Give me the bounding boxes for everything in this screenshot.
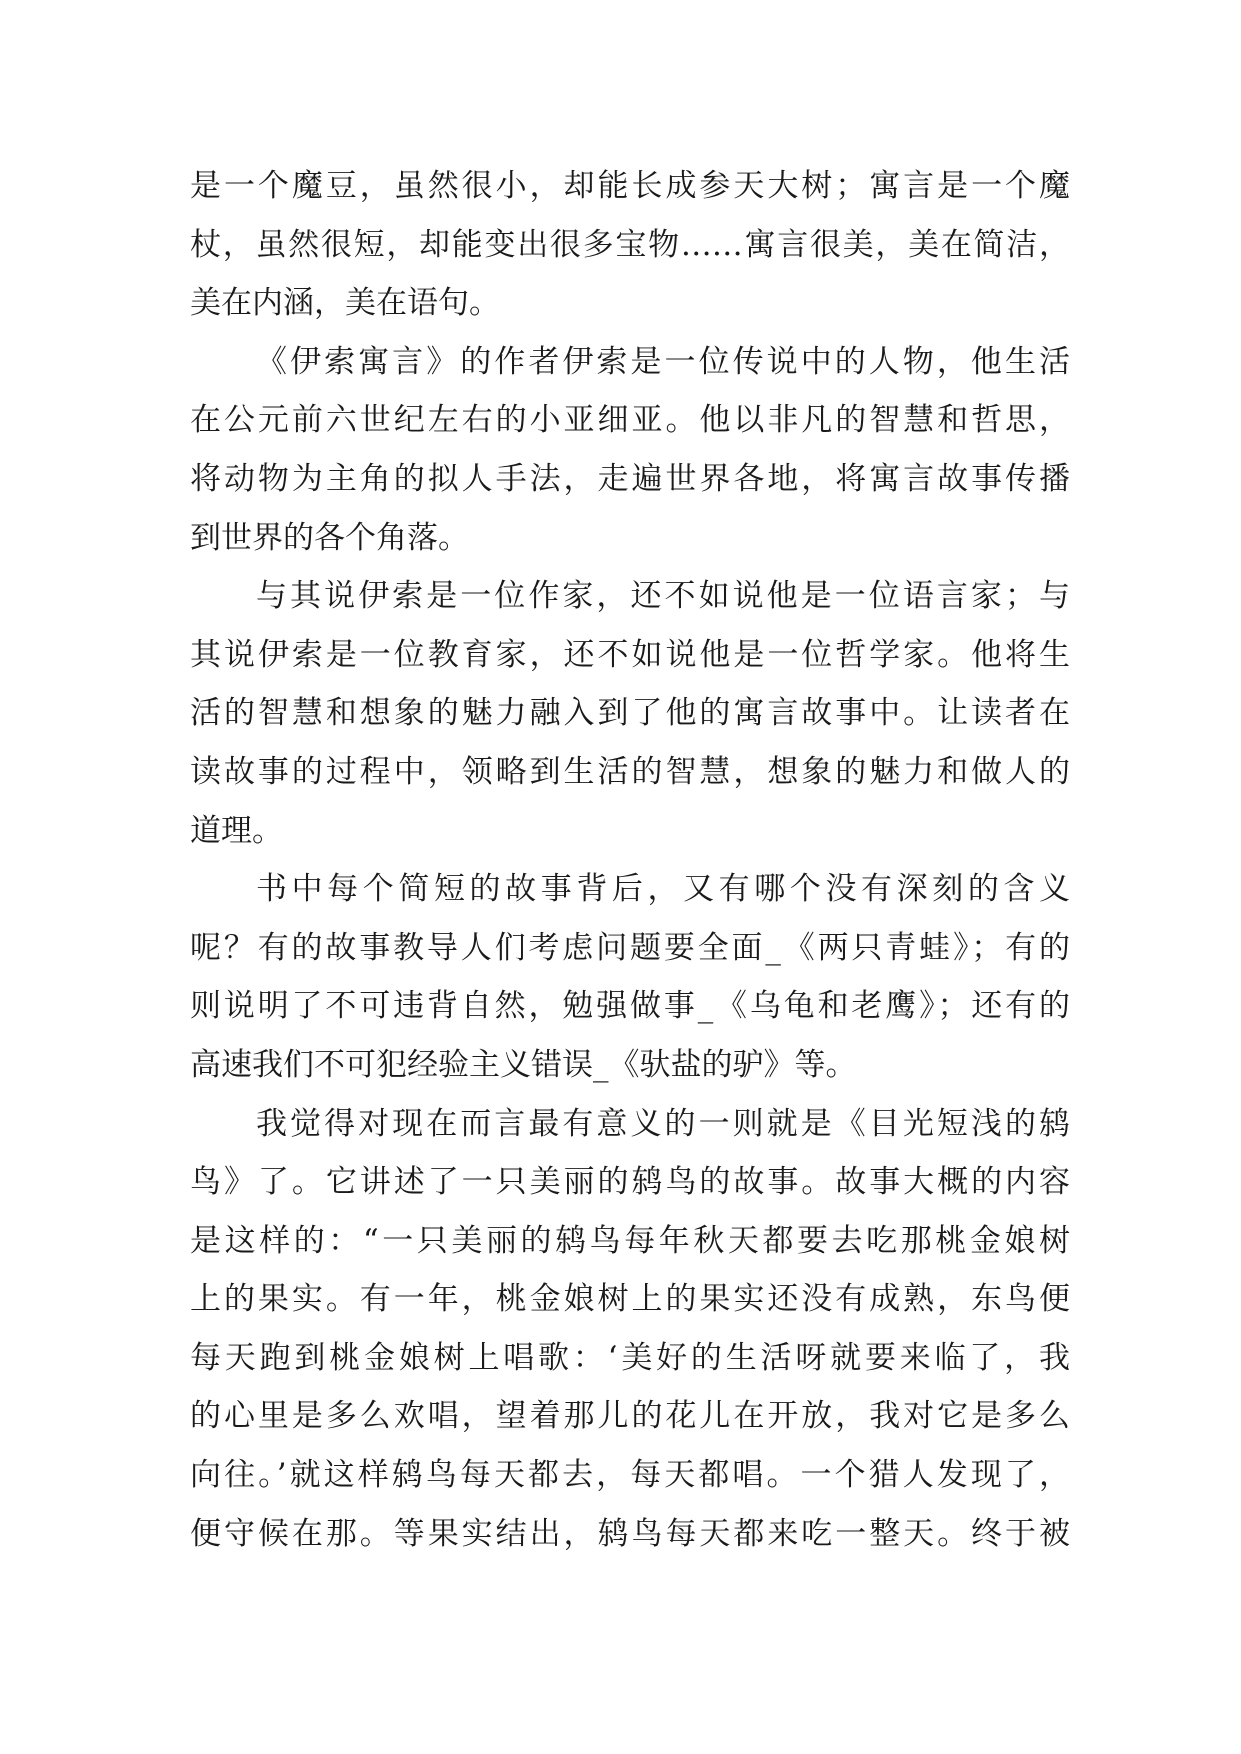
text-line: 上的果实。有一年，桃金娘树上的果实还没有成熟，东鸟便: [190, 1281, 1070, 1318]
text-line: 道理。: [190, 812, 283, 849]
text-line: 我觉得对现在而言最有意义的一则就是《目光短浅的鸫: [256, 1105, 1070, 1142]
text-line: 则说明了不可违背自然，勉强做事_《乌龟和老鹰》；还有的: [190, 988, 1070, 1025]
paragraph: [190, 157, 1070, 333]
text-line: 读故事的过程中，领略到生活的智慧，想象的魅力和做人的: [190, 753, 1070, 790]
text-line: 便守候在那。等果实结出，鸫鸟每天都来吃一整天。终于被: [190, 1515, 1070, 1552]
text-line: 每天跑到桃金娘树上唱歌：‘美好的生活呀就要来临了，我: [190, 1339, 1070, 1376]
text-line: 美在内涵，美在语句。: [190, 285, 500, 322]
text-line: 《伊索寓言》的作者伊索是一位传说中的人物，他生活: [256, 343, 1070, 380]
text-line: 高速我们不可犯经验主义错误_《驮盐的驴》等。: [190, 1046, 857, 1083]
text-line: 呢？有的故事教导人们考虑问题要全面_《两只青蛙》；有的: [190, 929, 1070, 966]
paragraph: [190, 567, 1070, 860]
text-line: 向往。’就这样鸫鸟每天都去，每天都唱。一个猎人发现了，: [190, 1457, 1070, 1494]
text-line: 是这样的：“一只美丽的鸫鸟每年秋天都要去吃那桃金娘树: [190, 1222, 1070, 1259]
body-text: [190, 157, 1070, 1563]
paragraph: [190, 333, 1070, 567]
text-line: 是一个魔豆，虽然很小，却能长成参天大树；寓言是一个魔: [190, 168, 1070, 204]
text-line: 书中每个简短的故事背后，又有哪个没有深刻的含义: [256, 871, 1070, 908]
text-line: 鸟》了。它讲述了一只美丽的鸫鸟的故事。故事大概的内容: [190, 1164, 1070, 1201]
text-line: 到世界的各个角落。: [190, 519, 469, 556]
text-line: 与其说伊索是一位作家，还不如说他是一位语言家；与: [256, 578, 1070, 615]
paragraph: [190, 860, 1070, 1094]
text-line: 活的智慧和想象的魅力融入到了他的寓言故事中。让读者在: [190, 695, 1070, 732]
text-line: 在公元前六世纪左右的小亚细亚。他以非凡的智慧和哲思，: [190, 402, 1070, 439]
text-line: 其说伊索是一位教育家，还不如说他是一位哲学家。他将生: [190, 636, 1070, 673]
text-line: 杖，虽然很短，却能变出很多宝物……寓言很美，美在简洁，: [190, 226, 1070, 263]
text-line: 的心里是多么欢唱，望着那儿的花儿在开放，我对它是多么: [190, 1398, 1070, 1435]
paragraph: [190, 1095, 1070, 1564]
text-line: 将动物为主角的拟人手法，走遍世界各地，将寓言故事传播: [190, 460, 1070, 497]
